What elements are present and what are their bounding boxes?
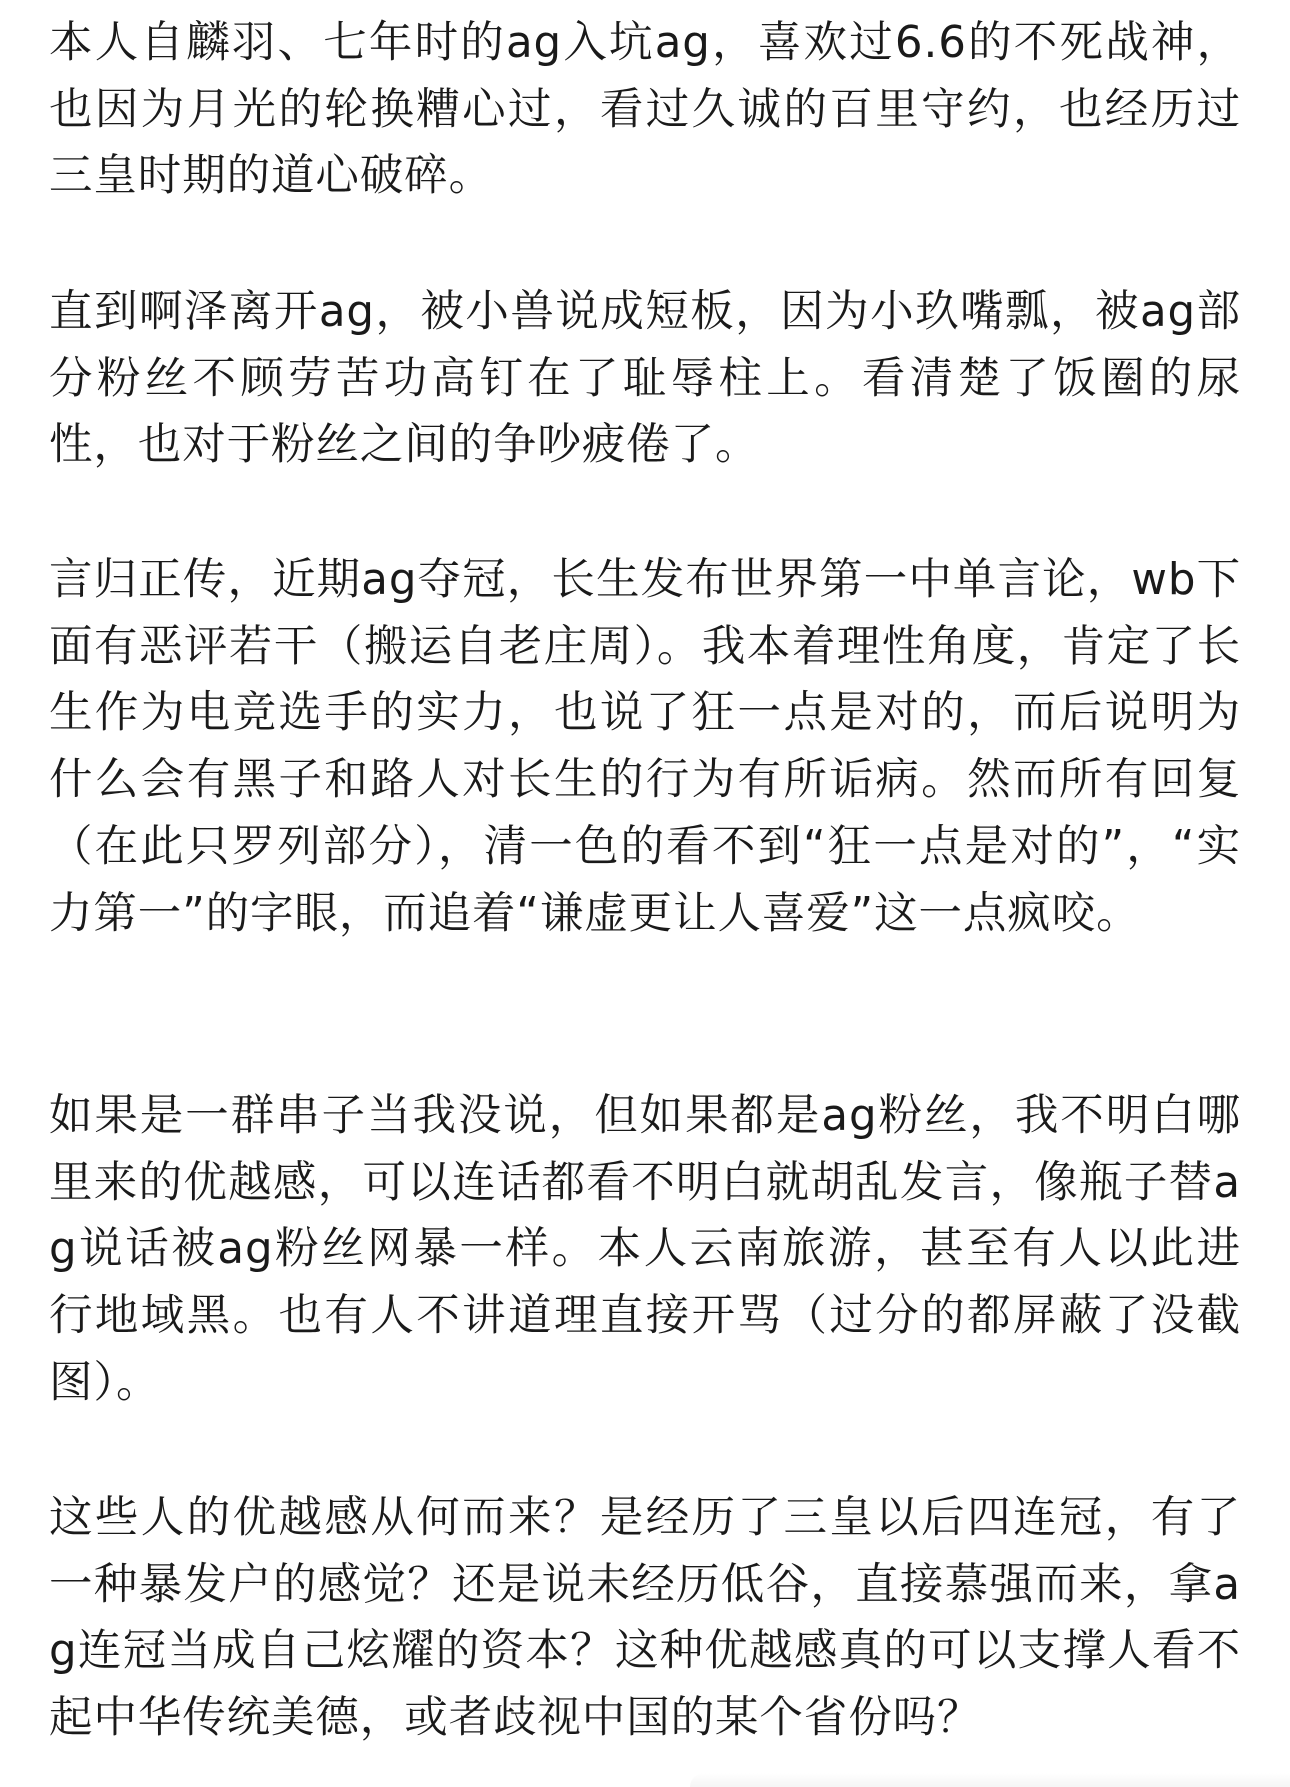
post-paragraph-3: 言归正传，近期ag夺冠，长生发布世界第一中单言论，wb下面有恶评若干（搬运自老庄周）。我本着理性角度，肯定了长生作为电竞选手的实力，也说了狂一点是对的，而后说明为什么会有黑子和路人对长生的行为有所诟病。然而所有回复（在此只罗列部分），清一色的看不到“狂一点是对的”，“实力第一”的字眼，而追着“谦虚更让人喜爱”这一点疯咬。 xyxy=(49,555,1241,939)
post-paragraph-1: 本人自麟羽、七年时的ag入坑ag，喜欢过6.6的不死战神，也因为月光的轮换糟心过，看过久诚的百里守约，也经历过三皇时期的道心破碎。 xyxy=(49,18,1241,202)
post-paragraph-5: 这些人的优越感从何而来？是经历了三皇以后四连冠，有了一种暴发户的感觉？还是说未经历低谷，直接慕强而来，拿ag连冠当成自己炫耀的资本？这种优越感真的可以支撑人看不起中华传统美德，或者歧视中国的某个省份吗？ xyxy=(49,1493,1241,1744)
bottom-panel-edge xyxy=(690,1773,1290,1787)
post-paragraph-2: 直到啊泽离开ag，被小兽说成短板，因为小玖嘴瓢，被ag部分粉丝不顾劳苦功高钉在了耻辱柱上。看清楚了饭圈的尿性，也对于粉丝之间的争吵疲倦了。 xyxy=(49,287,1241,471)
post-paragraph-4: 如果是一群串子当我没说，但如果都是ag粉丝，我不明白哪里来的优越感，可以连话都看不明白就胡乱发言，像瓶子替ag说话被ag粉丝网暴一样。本人云南旅游，甚至有人以此进行地域黑。也有人不讲道理直接开骂（过分的都屏蔽了没截图）。 xyxy=(49,1091,1241,1408)
